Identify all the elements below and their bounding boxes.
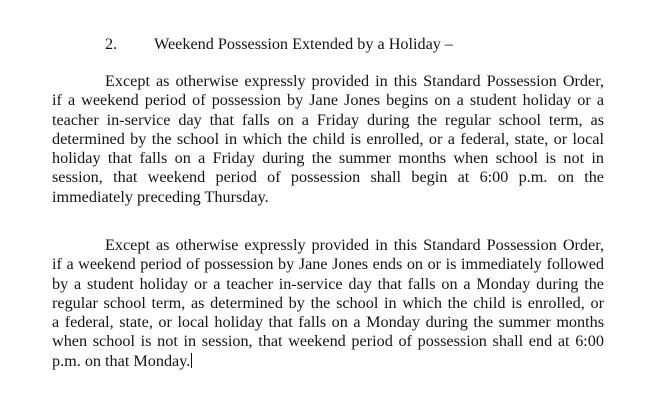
paragraph-line: Except as otherwise expressly provided in this Standard Possession Order,	[105, 236, 604, 254]
paragraph-line: teacher in-service day that falls on a Friday during the regular school term, as	[52, 110, 604, 129]
paragraph-line: if a weekend period of possession by Jane Jones ends on or is immediately followed	[52, 255, 604, 274]
section-title: Weekend Possession Extended by a Holiday –	[154, 35, 454, 53]
paragraph-line: determined by the school in which the child is enrolled, or a federal, state, or local	[52, 129, 604, 148]
paragraph-line: session, that weekend period of possession shall begin at 6:00 p.m. on the	[52, 168, 604, 187]
paragraph-monday-holiday	[52, 236, 604, 371]
paragraph-line: immediately preceding Thursday.	[52, 187, 269, 206]
paragraph-line: a federal, state, or local holiday that falls on a Monday during the summer months	[52, 313, 604, 332]
paragraph-line-text: p.m. on that Monday.	[52, 351, 191, 370]
paragraph-line: by a student holiday or a teacher in-service day that falls on a Monday during the	[52, 274, 604, 293]
paragraph-line-final[interactable]	[52, 352, 604, 371]
section-heading	[0, 33, 652, 55]
section-number: 2.	[105, 35, 118, 53]
paragraph-line: Except as otherwise expressly provided in this Standard Possession Order,	[105, 72, 604, 90]
paragraph-line: when school is not in session, that weekend period of possession shall end at 6:00	[52, 332, 604, 351]
paragraph-line: holiday that falls on a Friday during the summer months when school is not in	[52, 149, 604, 168]
paragraph-line: regular school term, as determined by the school in which the child is enrolled, or	[52, 293, 604, 312]
text-cursor	[191, 353, 192, 368]
paragraph-friday-holiday	[52, 72, 604, 207]
paragraph-line: if a weekend period of possession by Jane Jones begins on a student holiday or a	[52, 91, 604, 110]
